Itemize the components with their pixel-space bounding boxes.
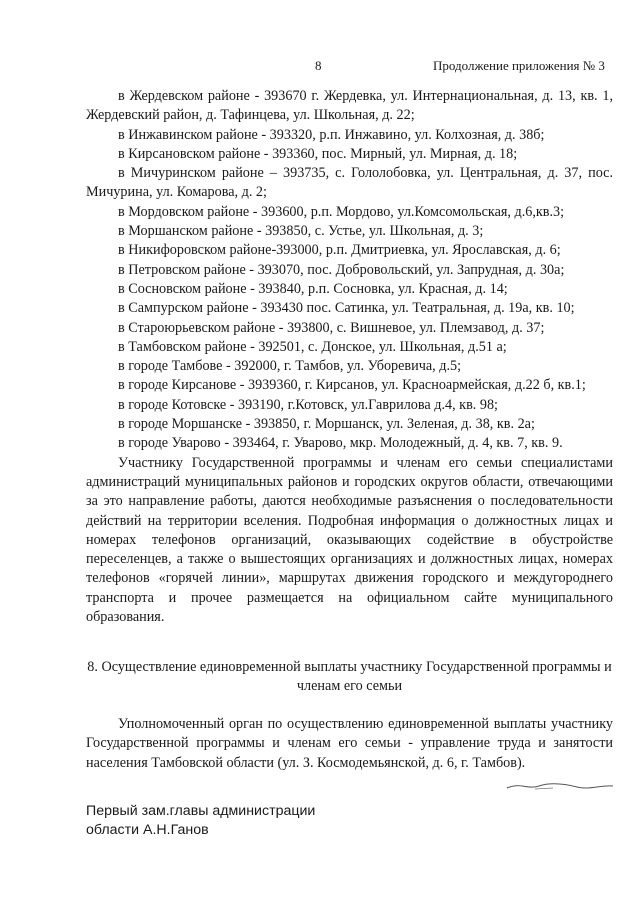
paragraph: в городе Кирсанове - 3939360, г. Кирсанов, ул. Красноармейская, д.22 б, кв.1;	[118, 377, 586, 394]
paragraph: в Тамбовском районе - 392501, с. Донское, ул. Школьная, д.51 а;	[118, 338, 507, 355]
paragraph: в Инжавинском районе - 393320, р.п. Инжавино, ул. Колхозная, д. 38б;	[118, 126, 545, 143]
handwritten-mark	[505, 778, 615, 792]
page-number: 8	[315, 58, 322, 73]
paragraph: в городе Уварово - 393464, г. Уварово, мкр. Молодежный, д. 4, кв. 7, кв. 9.	[118, 435, 563, 452]
paragraph: в городе Тамбове - 392000, г. Тамбов, ул. Уборевича, д.5;	[118, 358, 462, 375]
paragraph: в Моршанском районе - 393850, с. Устье, ул. Школьная, д. 3;	[118, 223, 484, 240]
section-heading: 8. Осуществление единовременной выплаты участнику Государственной программы и членам его семьи	[87, 659, 612, 695]
continuation-note: Продолжение приложения № 3	[433, 58, 605, 73]
paragraph: в Сампурском районе - 393430 пос. Сатинка, ул. Театральная, д. 19а, кв. 10;	[118, 300, 575, 317]
signature-line-2: области А.Н.Ганов	[86, 822, 209, 838]
paragraph: в Мичуринском районе – 393735, с. Гололобовка, ул. Центральная, д. 37, пос. Мичурина, ул. Комарова, д. 2;	[86, 165, 613, 201]
paragraph: в городе Моршанске - 393850, г. Моршанск, ул. Зеленая, д. 38, кв. 2а;	[118, 416, 535, 433]
signature-line-1: Первый зам.главы администрации	[86, 803, 316, 819]
paragraph: в Сосновском районе - 393840, р.п. Сосновка, ул. Красная, д. 14;	[118, 280, 508, 297]
info-paragraph: Участнику Государственной программы и членам его семьи специалистами администраций муниципальных районов и городских округов области, отвечающими за это направление работы, даются необходимые разъяснения о последовательности действий на территории вселения. Подробная информация о должностных лицах и номерах телефонов организаций, оказывающих содействие в обустройстве переселенцев, а также о вышестоящих организациях и должностных лицах, номерах телефонов «горячей линии», маршрутах движения городского и междугороднего транспорта и прочее размещается на официальном сайте муниципального образования.	[86, 454, 613, 626]
paragraph: в Кирсановском районе - 393360, пос. Мирный, ул. Мирная, д. 18;	[118, 145, 518, 162]
final-paragraph	[86, 715, 613, 773]
paragraph: в Мордовском районе - 393600, р.п. Мордово, ул.Комсомольская, д.6,кв.3;	[118, 203, 565, 220]
paragraph: Уполномоченный орган по осуществлению единовременной выплаты участнику Государственной программы и членам его семьи - управление труда и занятости населения Тамбовской области (ул. З. Космодемьянской, д. 6, г. Тамбов).	[86, 716, 613, 771]
paragraph: в городе Котовске - 393190, г.Котовск, ул.Гаврилова д.4, кв. 98;	[118, 396, 498, 413]
address-list	[86, 87, 613, 627]
paragraph: в Жердевском районе - 393670 г. Жердевка, ул. Интернациональная, д. 13, кв. 1, Жердевский район, д. Тафинцева, ул. Школьная, д. 22;	[86, 88, 613, 124]
paragraph: в Староюрьевском районе - 393800, с. Вишневое, ул. Племзавод, д. 37;	[118, 319, 545, 336]
paragraph: в Петровском районе - 393070, пос. Добровольский, ул. Запрудная, д. 30а;	[118, 261, 565, 278]
signature-block	[86, 802, 315, 840]
paragraph: в Никифоровском районе-393000, р.п. Дмитриевка, ул. Ярославская, д. 6;	[118, 242, 561, 259]
